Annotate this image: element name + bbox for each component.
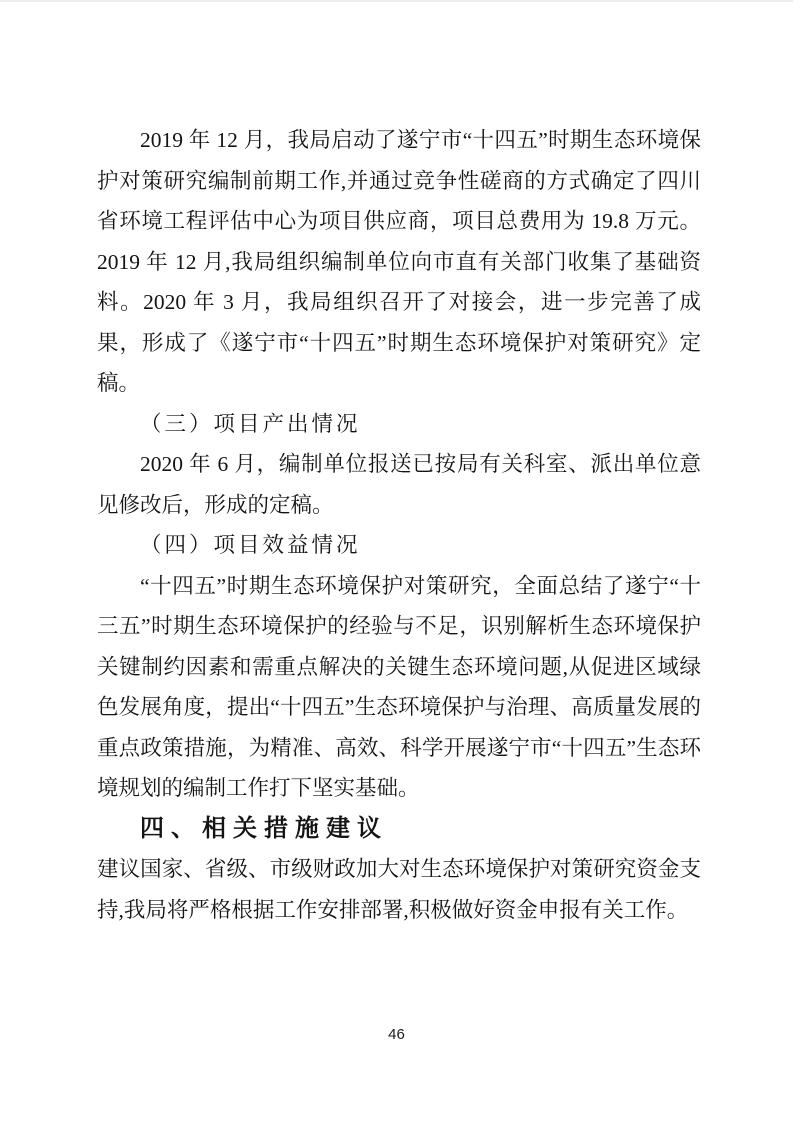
heading-project-output: （三）项目产出情况 — [140, 411, 361, 436]
paragraph-project-output: 2020 年 6 月，编制单位报送已按局有关科室、派出单位意见修改后，形成的定稿。 — [97, 452, 701, 517]
paragraph-project-process: 2019 年 12 月，我局启动了遂宁市“十四五”时期生态环境保护对策研究编制前期工作,并通过竞争性磋商的方式确定了四川省环境工程评估中心为项目供应商，项目总费用为 19.8 万元。2019 年 12 月,我局组织编制单位向市直有关部门收集了基础资料。2020 年 3 月，我局组织召开了对接会，进一步完善了成果，形成了《遂宁市“十四五”时期生态环境保护对策研究》定稿。 — [97, 128, 701, 395]
page-number: 46 — [388, 1026, 405, 1043]
document-body — [97, 120, 701, 930]
paragraph-related-measures: 建议国家、省级、市级财政加大对生态环境保护对策研究资金支持,我局将严格根据工作安排部署,积极做好资金申报有关工作。 — [97, 857, 701, 922]
paragraph-project-benefit: “十四五”时期生态环境保护对策研究，全面总结了遂宁“十三五”时期生态环境保护的经验与不足，识别解析生态环境保护关键制约因素和需重点解决的关键生态环境问题,从促进区域绿色发展角度，提出“十四五”生态环境保护与治理、高质量发展的重点政策措施，为精准、高效、科学开展遂宁市“十四五”生态环境规划的编制工作打下坚实基础。 — [97, 573, 701, 800]
heading-related-measures: 四、相关措施建议 — [140, 814, 388, 842]
heading-project-benefit: （四）项目效益情况 — [140, 533, 361, 557]
